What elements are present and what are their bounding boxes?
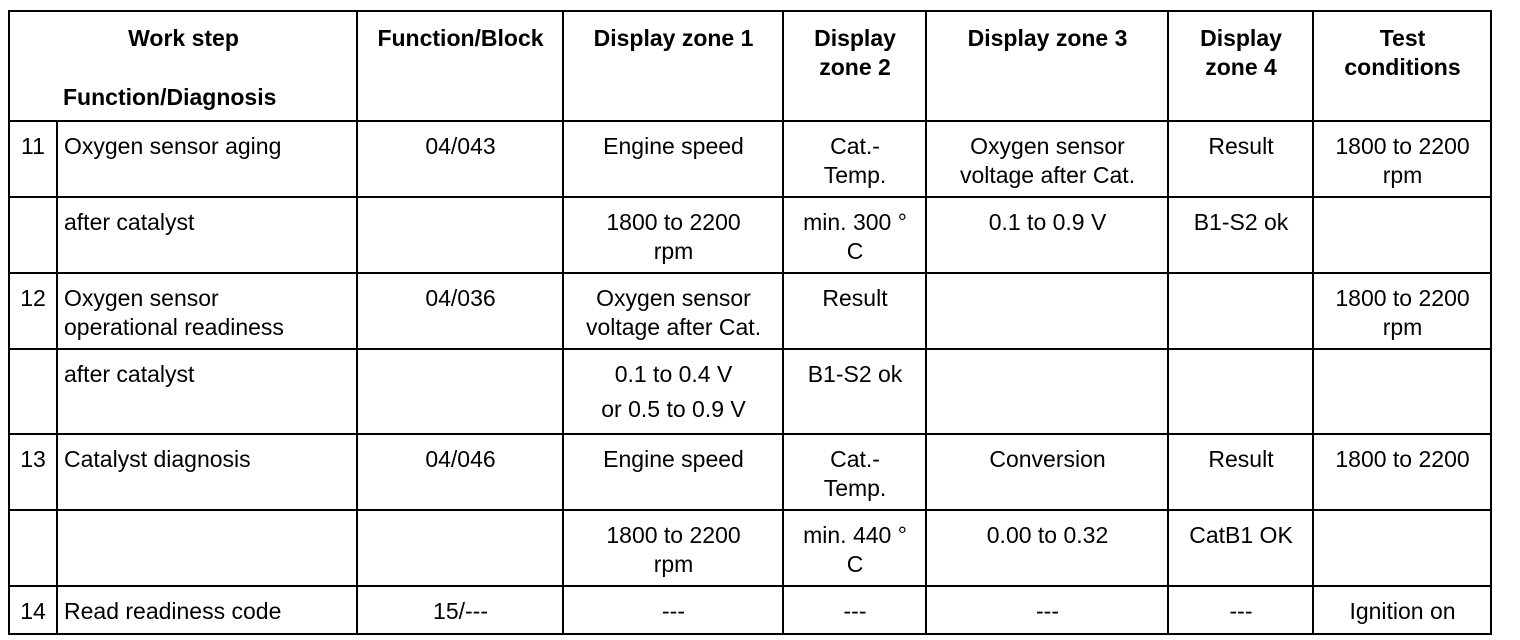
function-block-cell: 04/036 xyxy=(357,273,563,349)
test-conditions-cell: 1800 to 2200 rpm xyxy=(1313,121,1491,197)
step-number xyxy=(9,197,57,273)
display-zone-4-cell xyxy=(1168,273,1313,349)
header-function-block: Function/Block xyxy=(357,11,563,121)
function-block-cell xyxy=(357,197,563,273)
display-zone-1-cell: Oxygen sensor voltage after Cat. xyxy=(563,273,783,349)
display-zone-4-cell: B1-S2 ok xyxy=(1168,197,1313,273)
table-row xyxy=(9,434,1491,510)
function-diagnosis-cell: Read readiness code xyxy=(57,586,357,634)
display-zone-1-cell: 1800 to 2200 rpm xyxy=(563,197,783,273)
header-display-zone-4: Display zone 4 xyxy=(1168,11,1313,121)
display-zone-1-cell: --- xyxy=(563,586,783,634)
function-diagnosis-cell: after catalyst xyxy=(57,197,357,273)
table-row xyxy=(9,510,1491,586)
display-zone-2-cell: Cat.- Temp. xyxy=(783,434,926,510)
display-zone-1-line-1: 0.1 to 0.4 V xyxy=(614,361,733,387)
display-zone-3-cell: 0.00 to 0.32 xyxy=(926,510,1168,586)
diagnosis-table xyxy=(8,10,1492,635)
test-conditions-cell xyxy=(1313,197,1491,273)
display-zone-3-cell xyxy=(926,349,1168,434)
table-row xyxy=(9,273,1491,349)
test-conditions-cell xyxy=(1313,510,1491,586)
display-zone-3-cell: --- xyxy=(926,586,1168,634)
display-zone-3-cell xyxy=(926,273,1168,349)
header-function-diagnosis-label: Function/Diagnosis xyxy=(63,84,277,110)
display-zone-3-cell: Conversion xyxy=(926,434,1168,510)
display-zone-2-cell: B1-S2 ok xyxy=(783,349,926,434)
display-zone-4-cell: CatB1 OK xyxy=(1168,510,1313,586)
header-display-zone-2: Display zone 2 xyxy=(783,11,926,121)
step-number: 12 xyxy=(9,273,57,349)
function-block-cell xyxy=(357,510,563,586)
step-number xyxy=(9,349,57,434)
table-row xyxy=(9,121,1491,197)
display-zone-2-cell: min. 300 ° C xyxy=(783,197,926,273)
display-zone-4-cell: Result xyxy=(1168,434,1313,510)
function-block-cell: 04/046 xyxy=(357,434,563,510)
function-diagnosis-cell: Oxygen sensor aging xyxy=(57,121,357,197)
display-zone-3-cell: Oxygen sensor voltage after Cat. xyxy=(926,121,1168,197)
display-zone-2-cell: Result xyxy=(783,273,926,349)
display-zone-2-cell: Cat.- Temp. xyxy=(783,121,926,197)
step-number xyxy=(9,510,57,586)
step-number: 13 xyxy=(9,434,57,510)
function-diagnosis-cell xyxy=(57,510,357,586)
function-diagnosis-cell: Catalyst diagnosis xyxy=(57,434,357,510)
function-diagnosis-cell: after catalyst xyxy=(57,349,357,434)
display-zone-4-cell xyxy=(1168,349,1313,434)
table-row xyxy=(9,349,1491,434)
display-zone-2-cell: min. 440 ° C xyxy=(783,510,926,586)
display-zone-1-cell: Engine speed xyxy=(563,434,783,510)
display-zone-1-cell: 1800 to 2200 rpm xyxy=(563,510,783,586)
display-zone-2-cell: --- xyxy=(783,586,926,634)
display-zone-1-cell xyxy=(563,349,783,434)
test-conditions-cell: 1800 to 2200 xyxy=(1313,434,1491,510)
step-number: 14 xyxy=(9,586,57,634)
header-test-conditions: Test conditions xyxy=(1313,11,1491,121)
display-zone-4-cell: Result xyxy=(1168,121,1313,197)
test-conditions-cell: Ignition on xyxy=(1313,586,1491,634)
display-zone-4-cell: --- xyxy=(1168,586,1313,634)
table-row xyxy=(9,197,1491,273)
function-diagnosis-cell: Oxygen sensor operational readiness xyxy=(57,273,357,349)
function-block-cell: 04/043 xyxy=(357,121,563,197)
table-row xyxy=(9,586,1491,634)
display-zone-1-line-2: or 0.5 to 0.9 V xyxy=(601,396,746,422)
test-conditions-cell: 1800 to 2200 rpm xyxy=(1313,273,1491,349)
header-row xyxy=(9,11,1491,121)
header-display-zone-1: Display zone 1 xyxy=(563,11,783,121)
header-display-zone-3: Display zone 3 xyxy=(926,11,1168,121)
function-block-cell xyxy=(357,349,563,434)
display-zone-3-cell: 0.1 to 0.9 V xyxy=(926,197,1168,273)
display-zone-1-cell: Engine speed xyxy=(563,121,783,197)
header-work-step-label: Work step xyxy=(128,25,239,51)
step-number: 11 xyxy=(9,121,57,197)
function-block-cell: 15/--- xyxy=(357,586,563,634)
test-conditions-cell xyxy=(1313,349,1491,434)
header-work-step xyxy=(9,11,357,121)
